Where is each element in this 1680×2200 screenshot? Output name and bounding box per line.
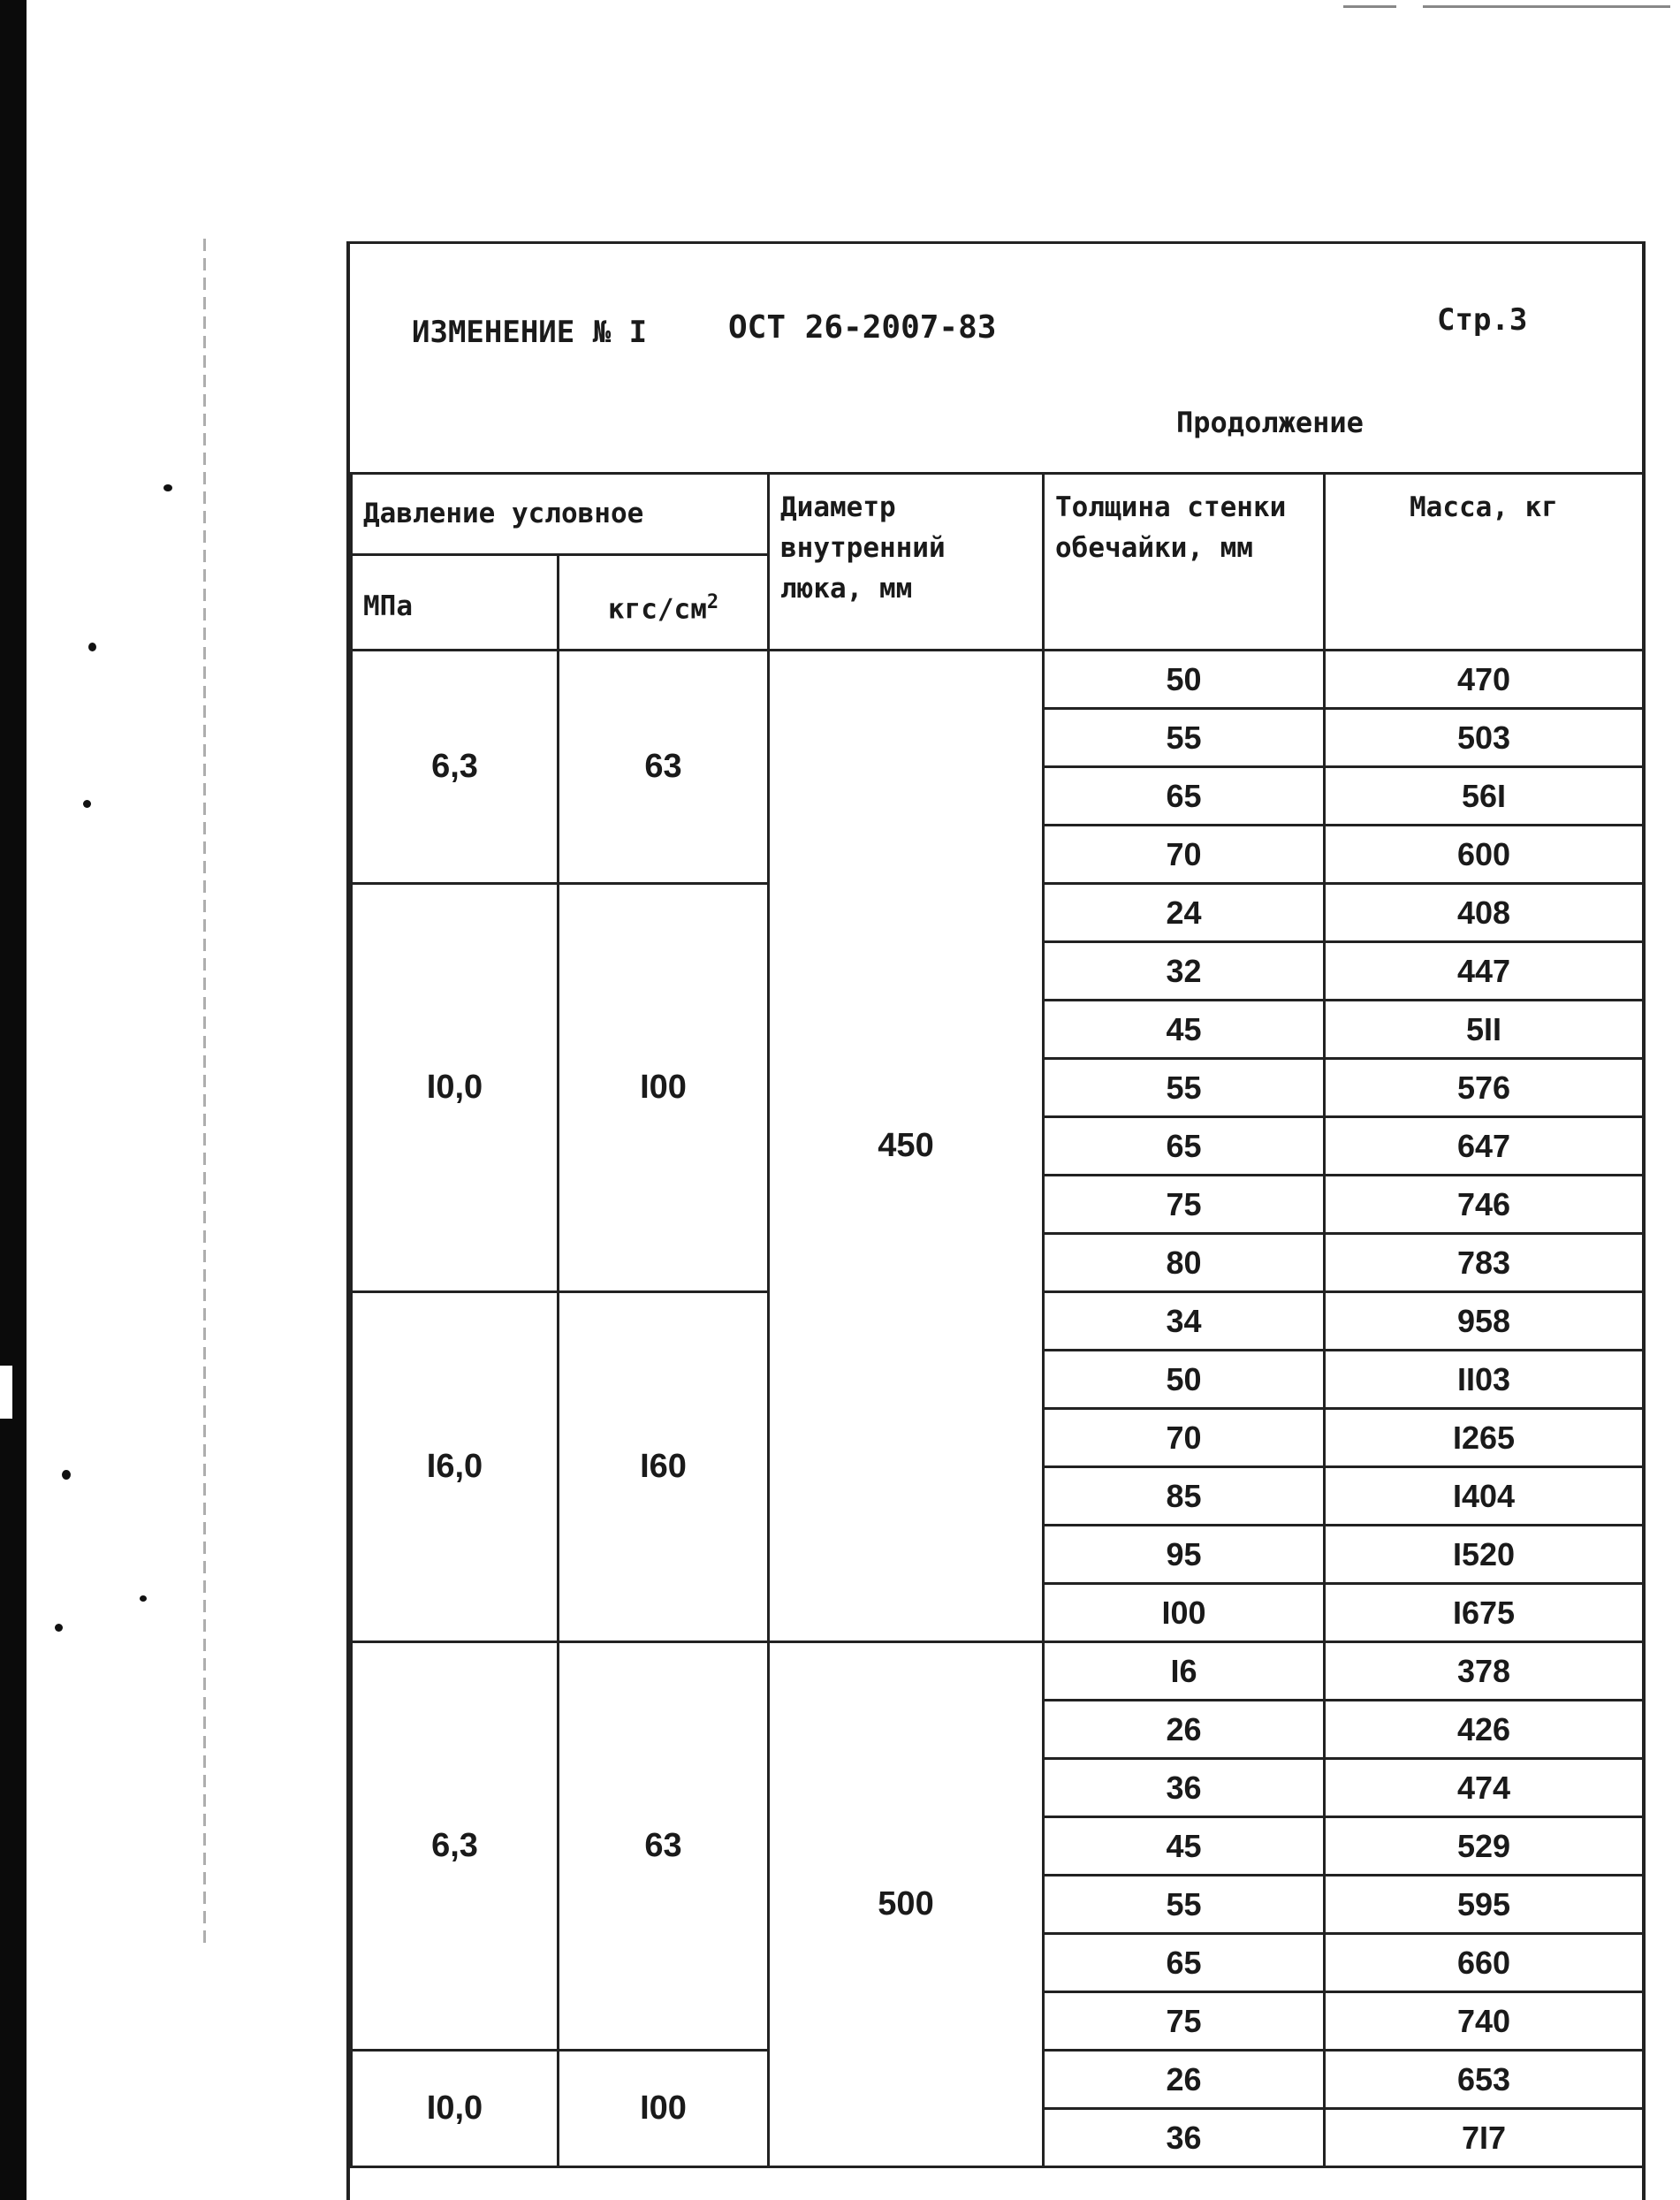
pressure-mpa-cell: 6,3 (352, 651, 559, 884)
thickness-cell: 70 (1044, 1409, 1325, 1467)
scan-speck (62, 1470, 71, 1480)
pressure-kgf-cell: 63 (559, 1642, 769, 2051)
pressure-kgf-cell: I00 (559, 2051, 769, 2167)
mass-cell: I404 (1325, 1467, 1644, 1526)
mass-cell: 740 (1325, 1992, 1644, 2051)
thickness-cell: 65 (1044, 1934, 1325, 1992)
mpa-header: МПа (352, 555, 559, 651)
mass-cell: 408 (1325, 884, 1644, 942)
thickness-cell: 55 (1044, 709, 1325, 767)
mass-cell: 576 (1325, 1059, 1644, 1117)
mass-cell: 56I (1325, 767, 1644, 826)
mass-cell: 660 (1325, 1934, 1644, 1992)
scan-speck (83, 800, 91, 808)
thickness-cell: 45 (1044, 1001, 1325, 1059)
page-number: Стр.3 (1437, 302, 1528, 338)
change-number: ИЗМЕНЕНИЕ № I (412, 315, 648, 350)
mass-cell: 378 (1325, 1642, 1644, 1701)
thickness-cell: 55 (1044, 1059, 1325, 1117)
document-sheet (346, 241, 1646, 2200)
thickness-cell: 50 (1044, 1351, 1325, 1409)
diameter-cell: 450 (769, 651, 1044, 1642)
thickness-header: Толщина стенки обечайки, мм (1044, 474, 1325, 651)
scan-speck (88, 643, 96, 651)
mass-cell: 7I7 (1325, 2109, 1644, 2167)
mass-cell: I675 (1325, 1584, 1644, 1642)
thickness-cell: 75 (1044, 1992, 1325, 2051)
mass-cell: 653 (1325, 2051, 1644, 2109)
top-dash-mark (1423, 5, 1670, 8)
margin-dashed-line (203, 239, 206, 1945)
thickness-cell: 95 (1044, 1526, 1325, 1584)
thickness-cell: 45 (1044, 1817, 1325, 1876)
scan-speck (55, 1624, 63, 1632)
mass-cell: 600 (1325, 826, 1644, 884)
continuation-label: Продолжение (1176, 406, 1364, 439)
kgf-header: кгс/$см^2$ (559, 555, 769, 651)
mass-table (350, 472, 1645, 2168)
thickness-cell: 55 (1044, 1876, 1325, 1934)
mass-cell: I520 (1325, 1526, 1644, 1584)
thickness-cell: 32 (1044, 942, 1325, 1001)
scan-speck (163, 484, 172, 491)
scan-dark-edge (0, 0, 27, 2200)
pressure-kgf-cell: I60 (559, 1292, 769, 1642)
table-row (352, 651, 1644, 709)
thickness-cell: 26 (1044, 1701, 1325, 1759)
thickness-cell: 65 (1044, 1117, 1325, 1176)
pressure-kgf-cell: I00 (559, 884, 769, 1292)
top-dash-mark (1343, 5, 1396, 8)
mass-cell: 958 (1325, 1292, 1644, 1351)
mass-cell: 470 (1325, 651, 1644, 709)
thickness-cell: 36 (1044, 2109, 1325, 2167)
table-row (352, 1642, 1644, 1701)
thickness-cell: 24 (1044, 884, 1325, 942)
standard-code: ОСТ 26-2007-83 (728, 309, 997, 346)
mass-cell: 529 (1325, 1817, 1644, 1876)
thickness-cell: 85 (1044, 1467, 1325, 1526)
mass-header: Масса, кг (1325, 474, 1644, 651)
mass-cell: 5II (1325, 1001, 1644, 1059)
mass-cell: II03 (1325, 1351, 1644, 1409)
mass-cell: 474 (1325, 1759, 1644, 1817)
thickness-cell: 80 (1044, 1234, 1325, 1292)
diameter-cell: 500 (769, 1642, 1044, 2167)
pressure-mpa-cell: I6,0 (352, 1292, 559, 1642)
pressure-mpa-cell: 6,3 (352, 1642, 559, 2051)
pressure-kgf-cell: 63 (559, 651, 769, 884)
mass-cell: 447 (1325, 942, 1644, 1001)
diameter-header: Диаметр внутренний люка, мм (769, 474, 1044, 651)
pressure-mpa-cell: I0,0 (352, 884, 559, 1292)
scan-edge-notch (0, 1366, 12, 1419)
thickness-cell: I6 (1044, 1642, 1325, 1701)
mass-cell: 746 (1325, 1176, 1644, 1234)
pressure-mpa-cell: I0,0 (352, 2051, 559, 2167)
mass-cell: 595 (1325, 1876, 1644, 1934)
thickness-cell: 70 (1044, 826, 1325, 884)
thickness-cell: 65 (1044, 767, 1325, 826)
thickness-cell: 26 (1044, 2051, 1325, 2109)
thickness-cell: I00 (1044, 1584, 1325, 1642)
thickness-cell: 50 (1044, 651, 1325, 709)
mass-cell: 647 (1325, 1117, 1644, 1176)
mass-cell: 503 (1325, 709, 1644, 767)
mass-cell: 426 (1325, 1701, 1644, 1759)
mass-cell: 783 (1325, 1234, 1644, 1292)
thickness-cell: 75 (1044, 1176, 1325, 1234)
thickness-cell: 34 (1044, 1292, 1325, 1351)
mass-cell: I265 (1325, 1409, 1644, 1467)
scan-speck (140, 1595, 147, 1602)
thickness-cell: 36 (1044, 1759, 1325, 1817)
pressure-header: Давление условное (352, 474, 769, 555)
